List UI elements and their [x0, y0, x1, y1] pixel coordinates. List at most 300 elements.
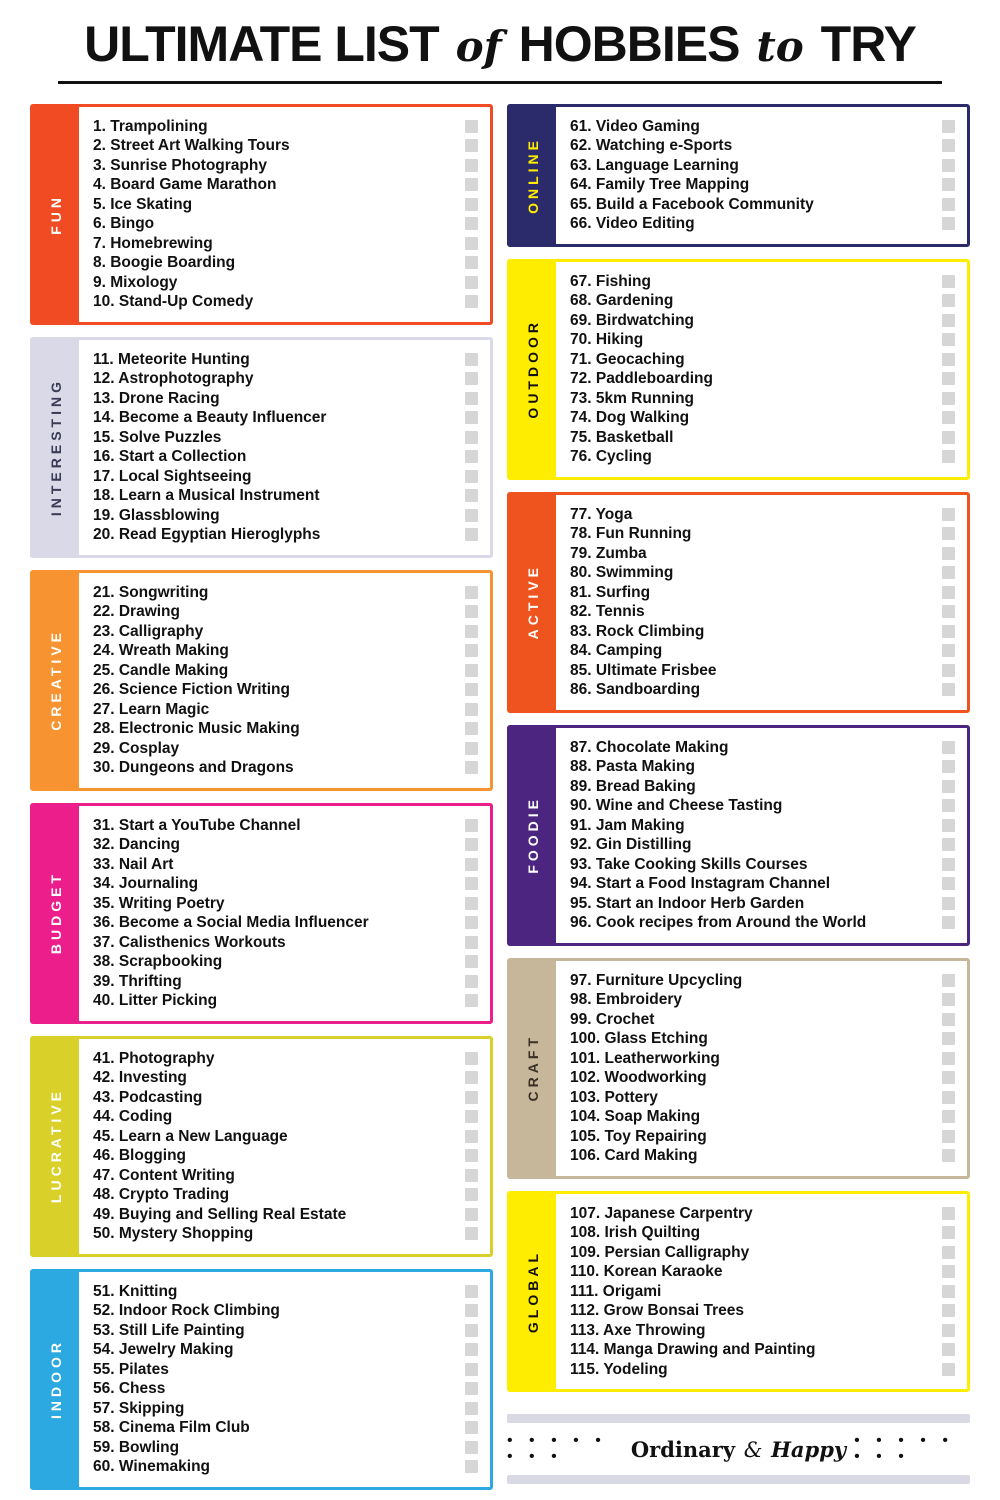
checkbox-icon[interactable] [942, 508, 955, 521]
checkbox-icon[interactable] [465, 528, 478, 541]
checkbox-icon[interactable] [942, 974, 955, 987]
hobby-list [556, 107, 967, 244]
list-item[interactable] [570, 1146, 959, 1166]
hobby-label: 67. Fishing [570, 272, 651, 290]
list-item[interactable] [93, 1185, 482, 1205]
checkbox-icon[interactable] [942, 1324, 955, 1337]
checkbox-icon[interactable] [942, 838, 955, 851]
list-item[interactable] [570, 641, 959, 661]
checkbox-icon[interactable] [465, 683, 478, 696]
hobby-label: 77. Yoga [570, 505, 633, 523]
checkbox-icon[interactable] [942, 819, 955, 832]
checkbox-icon[interactable] [465, 256, 478, 269]
list-item[interactable] [93, 1418, 482, 1438]
list-item[interactable] [570, 1360, 959, 1380]
footer-bar-bottom [507, 1475, 970, 1484]
checkbox-icon[interactable] [465, 625, 478, 638]
checkbox-icon[interactable] [942, 877, 955, 890]
list-item[interactable] [570, 777, 959, 797]
checkbox-icon[interactable] [942, 1149, 955, 1162]
list-item[interactable] [570, 661, 959, 681]
hobby-label: 13. Drone Racing [93, 389, 220, 407]
checkbox-icon[interactable] [942, 741, 955, 754]
list-item[interactable] [570, 757, 959, 777]
list-item[interactable] [570, 214, 959, 234]
checkbox-icon[interactable] [942, 760, 955, 773]
list-item[interactable] [93, 273, 482, 293]
category-tab [33, 1272, 79, 1487]
list-item[interactable] [570, 505, 959, 525]
hobby-label: 25. Candle Making [93, 661, 229, 679]
hobby-label: 39. Thrifting [93, 972, 182, 990]
checkbox-icon[interactable] [465, 703, 478, 716]
list-item[interactable] [570, 1068, 959, 1088]
list-item[interactable] [93, 175, 482, 195]
list-item[interactable] [93, 1340, 482, 1360]
checkbox-icon[interactable] [465, 120, 478, 133]
category-tab [33, 1039, 79, 1254]
list-item[interactable] [93, 1205, 482, 1225]
checkbox-icon[interactable] [942, 664, 955, 677]
list-item[interactable] [93, 894, 482, 914]
hobby-label: 81. Surfing [570, 583, 651, 601]
checkbox-icon[interactable] [942, 527, 955, 540]
category-card-craft [507, 958, 970, 1179]
checkbox-icon[interactable] [942, 1052, 955, 1065]
list-item[interactable] [93, 1282, 482, 1302]
list-item[interactable] [570, 428, 959, 448]
list-item[interactable] [93, 156, 482, 176]
list-item[interactable] [570, 447, 959, 467]
list-item[interactable] [570, 1049, 959, 1069]
checkbox-icon[interactable] [465, 955, 478, 968]
list-item[interactable] [93, 1224, 482, 1244]
checkbox-icon[interactable] [465, 1208, 478, 1221]
list-item[interactable] [93, 991, 482, 1011]
checkbox-icon[interactable] [942, 1304, 955, 1317]
checkbox-icon[interactable] [942, 198, 955, 211]
list-item[interactable] [93, 641, 482, 661]
checkbox-icon[interactable] [465, 198, 478, 211]
hobby-label: 68. Gardening [570, 292, 674, 309]
hobby-label: 23. Calligraphy [93, 622, 204, 640]
hobby-label: 92. Gin Distilling [570, 836, 692, 853]
list-item[interactable] [570, 1243, 959, 1263]
list-item[interactable] [570, 1127, 959, 1147]
checkbox-icon[interactable] [942, 1110, 955, 1123]
checkbox-icon[interactable] [942, 1071, 955, 1084]
list-item[interactable] [93, 1049, 482, 1069]
list-item[interactable] [93, 972, 482, 992]
checkbox-icon[interactable] [465, 1130, 478, 1143]
checkbox-icon[interactable] [465, 276, 478, 289]
category-card-fun [30, 104, 493, 325]
list-item[interactable] [93, 1166, 482, 1186]
checkbox-icon[interactable] [465, 1324, 478, 1337]
checkbox-icon[interactable] [942, 120, 955, 133]
list-item[interactable] [93, 486, 482, 506]
columns-wrapper [0, 90, 1000, 1490]
list-item[interactable] [93, 234, 482, 254]
checkbox-icon[interactable] [942, 1013, 955, 1026]
checkbox-icon[interactable] [465, 858, 478, 871]
hobby-label: 44. Coding [93, 1108, 173, 1125]
checkbox-icon[interactable] [465, 1188, 478, 1201]
checkbox-icon[interactable] [465, 1149, 478, 1162]
checkbox-icon[interactable] [942, 217, 955, 230]
checkbox-icon[interactable] [465, 936, 478, 949]
checkbox-icon[interactable] [942, 1343, 955, 1356]
list-item[interactable] [93, 661, 482, 681]
checkbox-icon[interactable] [942, 1246, 955, 1259]
list-item[interactable] [570, 796, 959, 816]
list-item[interactable] [570, 524, 959, 544]
checkbox-icon[interactable] [942, 547, 955, 560]
checkbox-icon[interactable] [465, 1110, 478, 1123]
list-item[interactable] [93, 583, 482, 603]
page-title [28, 18, 972, 71]
list-item[interactable] [93, 136, 482, 156]
list-item[interactable] [570, 835, 959, 855]
list-item[interactable] [570, 1204, 959, 1224]
list-item[interactable] [93, 369, 482, 389]
checkbox-icon[interactable] [942, 353, 955, 366]
checkbox-icon[interactable] [465, 372, 478, 385]
list-item[interactable] [570, 330, 959, 350]
checkbox-icon[interactable] [465, 489, 478, 502]
list-item[interactable] [93, 700, 482, 720]
checkbox-icon[interactable] [465, 353, 478, 366]
checkbox-icon[interactable] [942, 780, 955, 793]
category-card-active [507, 492, 970, 713]
list-item[interactable] [93, 855, 482, 875]
hobby-label: 66. Video Editing [570, 215, 695, 232]
list-item[interactable] [93, 389, 482, 409]
list-item[interactable] [570, 990, 959, 1010]
checkbox-icon[interactable] [465, 975, 478, 988]
footer [507, 1410, 970, 1488]
list-item[interactable] [93, 1107, 482, 1127]
checkbox-icon[interactable] [942, 605, 955, 618]
checkbox-icon[interactable] [942, 1226, 955, 1239]
checkbox-icon[interactable] [465, 392, 478, 405]
checkbox-icon[interactable] [465, 1382, 478, 1395]
list-item[interactable] [93, 525, 482, 545]
list-item[interactable] [93, 622, 482, 642]
checkbox-icon[interactable] [942, 993, 955, 1006]
list-item[interactable] [570, 816, 959, 836]
list-item[interactable] [93, 1301, 482, 1321]
list-item[interactable] [570, 408, 959, 428]
checkbox-icon[interactable] [465, 217, 478, 230]
checkbox-icon[interactable] [465, 237, 478, 250]
list-item[interactable] [93, 952, 482, 972]
list-item[interactable] [570, 1223, 959, 1243]
list-item[interactable] [93, 195, 482, 215]
list-item[interactable] [93, 350, 482, 370]
hobby-label: 84. Camping [570, 642, 663, 659]
list-item[interactable] [93, 428, 482, 448]
checkbox-icon[interactable] [465, 897, 478, 910]
checkbox-icon[interactable] [942, 1091, 955, 1104]
checkbox-icon[interactable] [942, 586, 955, 599]
hobby-label: 11. Meteorite Hunting [93, 350, 250, 368]
hobby-label: 1. Trampolining [93, 117, 208, 135]
checkbox-icon[interactable] [942, 799, 955, 812]
hobby-label: 46. Blogging [93, 1147, 186, 1164]
list-item[interactable] [570, 855, 959, 875]
checkbox-icon[interactable] [465, 509, 478, 522]
checkbox-icon[interactable] [465, 431, 478, 444]
checkbox-icon[interactable] [942, 159, 955, 172]
hobby-label: 19. Glassblowing [93, 506, 220, 524]
list-item[interactable] [570, 1340, 959, 1360]
list-item[interactable] [570, 1010, 959, 1030]
hobby-label: 9. Mixology [93, 273, 178, 291]
checkbox-icon[interactable] [942, 139, 955, 152]
checkbox-icon[interactable] [465, 994, 478, 1007]
list-item[interactable] [93, 933, 482, 953]
list-item[interactable] [93, 835, 482, 855]
list-item[interactable] [93, 1068, 482, 1088]
checkbox-icon[interactable] [942, 644, 955, 657]
checkbox-icon[interactable] [942, 450, 955, 463]
footer-bar-top [507, 1414, 970, 1423]
checkbox-icon[interactable] [942, 372, 955, 385]
checkbox-icon[interactable] [942, 1207, 955, 1220]
list-item[interactable] [570, 1107, 959, 1127]
hobby-label: 54. Jewelry Making [93, 1341, 234, 1358]
checkbox-icon[interactable] [465, 178, 478, 191]
category-label: CREATIVE [48, 629, 64, 731]
checkbox-icon[interactable] [942, 294, 955, 307]
hobby-label: 41. Photography [93, 1049, 215, 1067]
list-item[interactable] [93, 214, 482, 234]
list-item[interactable] [93, 680, 482, 700]
list-item[interactable] [570, 1262, 959, 1282]
checkbox-icon[interactable] [465, 1304, 478, 1317]
list-item[interactable] [570, 136, 959, 156]
checkbox-icon[interactable] [465, 664, 478, 677]
hobby-label: 18. Learn a Musical Instrument [93, 487, 320, 504]
header-divider [58, 81, 942, 84]
list-item[interactable] [93, 758, 482, 778]
list-item[interactable] [570, 1301, 959, 1321]
list-item[interactable] [570, 913, 959, 933]
checkbox-icon[interactable] [942, 431, 955, 444]
checkbox-icon[interactable] [465, 1285, 478, 1298]
checkbox-icon[interactable] [465, 450, 478, 463]
checkbox-icon[interactable] [465, 586, 478, 599]
hobby-label: 2. Street Art Walking Tours [93, 137, 290, 154]
dots-left: • • • • • • • • [507, 1432, 607, 1465]
list-item[interactable] [93, 1127, 482, 1147]
list-item[interactable] [93, 117, 482, 137]
checkbox-icon[interactable] [465, 1460, 478, 1473]
checkbox-icon[interactable] [465, 159, 478, 172]
hobby-label: 31. Start a YouTube Channel [93, 816, 301, 834]
checkbox-icon[interactable] [465, 916, 478, 929]
list-item[interactable] [570, 291, 959, 311]
hobby-label: 49. Buying and Selling Real Estate [93, 1205, 347, 1223]
checkbox-icon[interactable] [942, 275, 955, 288]
checkbox-icon[interactable] [942, 858, 955, 871]
checkbox-icon[interactable] [465, 470, 478, 483]
list-item[interactable] [570, 738, 959, 758]
checkbox-icon[interactable] [942, 625, 955, 638]
checkbox-icon[interactable] [942, 1265, 955, 1278]
list-item[interactable] [570, 563, 959, 583]
list-item[interactable] [570, 350, 959, 370]
list-item[interactable] [93, 913, 482, 933]
list-item[interactable] [570, 622, 959, 642]
list-item[interactable] [570, 369, 959, 389]
checkbox-icon[interactable] [465, 1421, 478, 1434]
checkbox-icon[interactable] [942, 411, 955, 424]
list-item[interactable] [570, 156, 959, 176]
list-item[interactable] [93, 816, 482, 836]
category-card-outdoor [507, 259, 970, 480]
checkbox-icon[interactable] [942, 178, 955, 191]
list-item[interactable] [93, 292, 482, 312]
checkbox-icon[interactable] [465, 411, 478, 424]
hobby-label: 90. Wine and Cheese Tasting [570, 797, 783, 814]
list-item[interactable] [570, 680, 959, 700]
title-part-2: HOBBIES [518, 16, 740, 72]
hobby-label: 110. Korean Karaoke [570, 1263, 723, 1280]
checkbox-icon[interactable] [942, 916, 955, 929]
list-item[interactable] [570, 175, 959, 195]
checkbox-icon[interactable] [465, 877, 478, 890]
list-item[interactable] [93, 1399, 482, 1419]
title-part-3: TRY [820, 16, 916, 72]
hobby-label: 60. Winemaking [93, 1458, 211, 1475]
list-item[interactable] [570, 544, 959, 564]
checkbox-icon[interactable] [465, 761, 478, 774]
list-item[interactable] [93, 719, 482, 739]
list-item[interactable] [570, 117, 959, 137]
list-item[interactable] [570, 894, 959, 914]
category-card-lucrative [30, 1036, 493, 1257]
list-item[interactable] [93, 253, 482, 273]
list-item[interactable] [93, 1360, 482, 1380]
title-word-of: of [455, 22, 502, 71]
hobby-label: 64. Family Tree Mapping [570, 176, 750, 193]
checkbox-icon[interactable] [942, 683, 955, 696]
hobby-label: 62. Watching e-Sports [570, 137, 733, 154]
hobby-label: 71. Geocaching [570, 350, 685, 368]
list-item[interactable] [570, 195, 959, 215]
list-item[interactable] [93, 1457, 482, 1477]
hobby-label: 22. Drawing [93, 603, 180, 620]
list-item[interactable] [570, 583, 959, 603]
list-item[interactable] [93, 1438, 482, 1458]
checkbox-icon[interactable] [465, 722, 478, 735]
checkbox-icon[interactable] [942, 314, 955, 327]
list-item[interactable] [93, 1088, 482, 1108]
title-part-1: ULTIMATE LIST [84, 16, 439, 72]
list-item[interactable] [570, 389, 959, 409]
checkbox-icon[interactable] [465, 1402, 478, 1415]
list-item[interactable] [93, 506, 482, 526]
list-item[interactable] [570, 311, 959, 331]
list-item[interactable] [570, 874, 959, 894]
hobby-label: 58. Cinema Film Club [93, 1419, 250, 1436]
checkbox-icon[interactable] [942, 1032, 955, 1045]
list-item[interactable] [570, 272, 959, 292]
list-item[interactable] [93, 1321, 482, 1341]
hobby-label: 94. Start a Food Instagram Channel [570, 875, 831, 892]
checkbox-icon[interactable] [942, 1363, 955, 1376]
hobby-label: 34. Journaling [93, 875, 199, 892]
checkbox-icon[interactable] [465, 1091, 478, 1104]
hobby-list [79, 1039, 490, 1254]
checkbox-icon[interactable] [942, 392, 955, 405]
list-item[interactable] [570, 602, 959, 622]
checkbox-icon[interactable] [465, 295, 478, 308]
list-item[interactable] [93, 1146, 482, 1166]
checkbox-icon[interactable] [942, 1285, 955, 1298]
list-item[interactable] [93, 467, 482, 487]
checkbox-icon[interactable] [465, 838, 478, 851]
list-item[interactable] [93, 447, 482, 467]
checkbox-icon[interactable] [465, 1071, 478, 1084]
list-item[interactable] [570, 1029, 959, 1049]
brand-ampersand: & [737, 1437, 770, 1462]
checkbox-icon[interactable] [465, 1227, 478, 1240]
checkbox-icon[interactable] [465, 1169, 478, 1182]
hobby-label: 24. Wreath Making [93, 642, 229, 659]
category-label: FOODIE [525, 796, 541, 874]
checkbox-icon[interactable] [465, 644, 478, 657]
hobby-label: 76. Cycling [570, 448, 652, 465]
checkbox-icon[interactable] [465, 1363, 478, 1376]
checkbox-icon[interactable] [465, 605, 478, 618]
hobby-label: 28. Electronic Music Making [93, 720, 300, 737]
checkbox-icon[interactable] [942, 333, 955, 346]
hobby-label: 63. Language Learning [570, 156, 739, 174]
checkbox-icon[interactable] [942, 1130, 955, 1143]
category-label: OUTDOOR [525, 319, 541, 419]
checkbox-icon[interactable] [465, 742, 478, 755]
list-item[interactable] [93, 408, 482, 428]
hobby-label: 4. Board Game Marathon [93, 176, 277, 193]
category-label: ONLINE [525, 136, 541, 214]
list-item[interactable] [93, 739, 482, 759]
checkbox-icon[interactable] [942, 897, 955, 910]
list-item[interactable] [93, 1379, 482, 1399]
list-item[interactable] [570, 1282, 959, 1302]
list-item[interactable] [570, 971, 959, 991]
list-item[interactable] [570, 1088, 959, 1108]
hobby-label: 87. Chocolate Making [570, 738, 729, 756]
list-item[interactable] [93, 874, 482, 894]
category-label: ACTIVE [525, 564, 541, 640]
checkbox-icon[interactable] [942, 566, 955, 579]
list-item[interactable] [93, 602, 482, 622]
hobby-label: 83. Rock Climbing [570, 622, 705, 640]
checkbox-icon[interactable] [465, 1441, 478, 1454]
hobby-label: 36. Become a Social Media Influencer [93, 914, 369, 931]
checkbox-icon[interactable] [465, 819, 478, 832]
hobby-label: 95. Start an Indoor Herb Garden [570, 894, 805, 912]
list-item[interactable] [570, 1321, 959, 1341]
checkbox-icon[interactable] [465, 1343, 478, 1356]
hobby-label: 73. 5km Running [570, 389, 695, 407]
category-label: LUCRATIVE [48, 1088, 64, 1204]
checkbox-icon[interactable] [465, 139, 478, 152]
checkbox-icon[interactable] [465, 1052, 478, 1065]
